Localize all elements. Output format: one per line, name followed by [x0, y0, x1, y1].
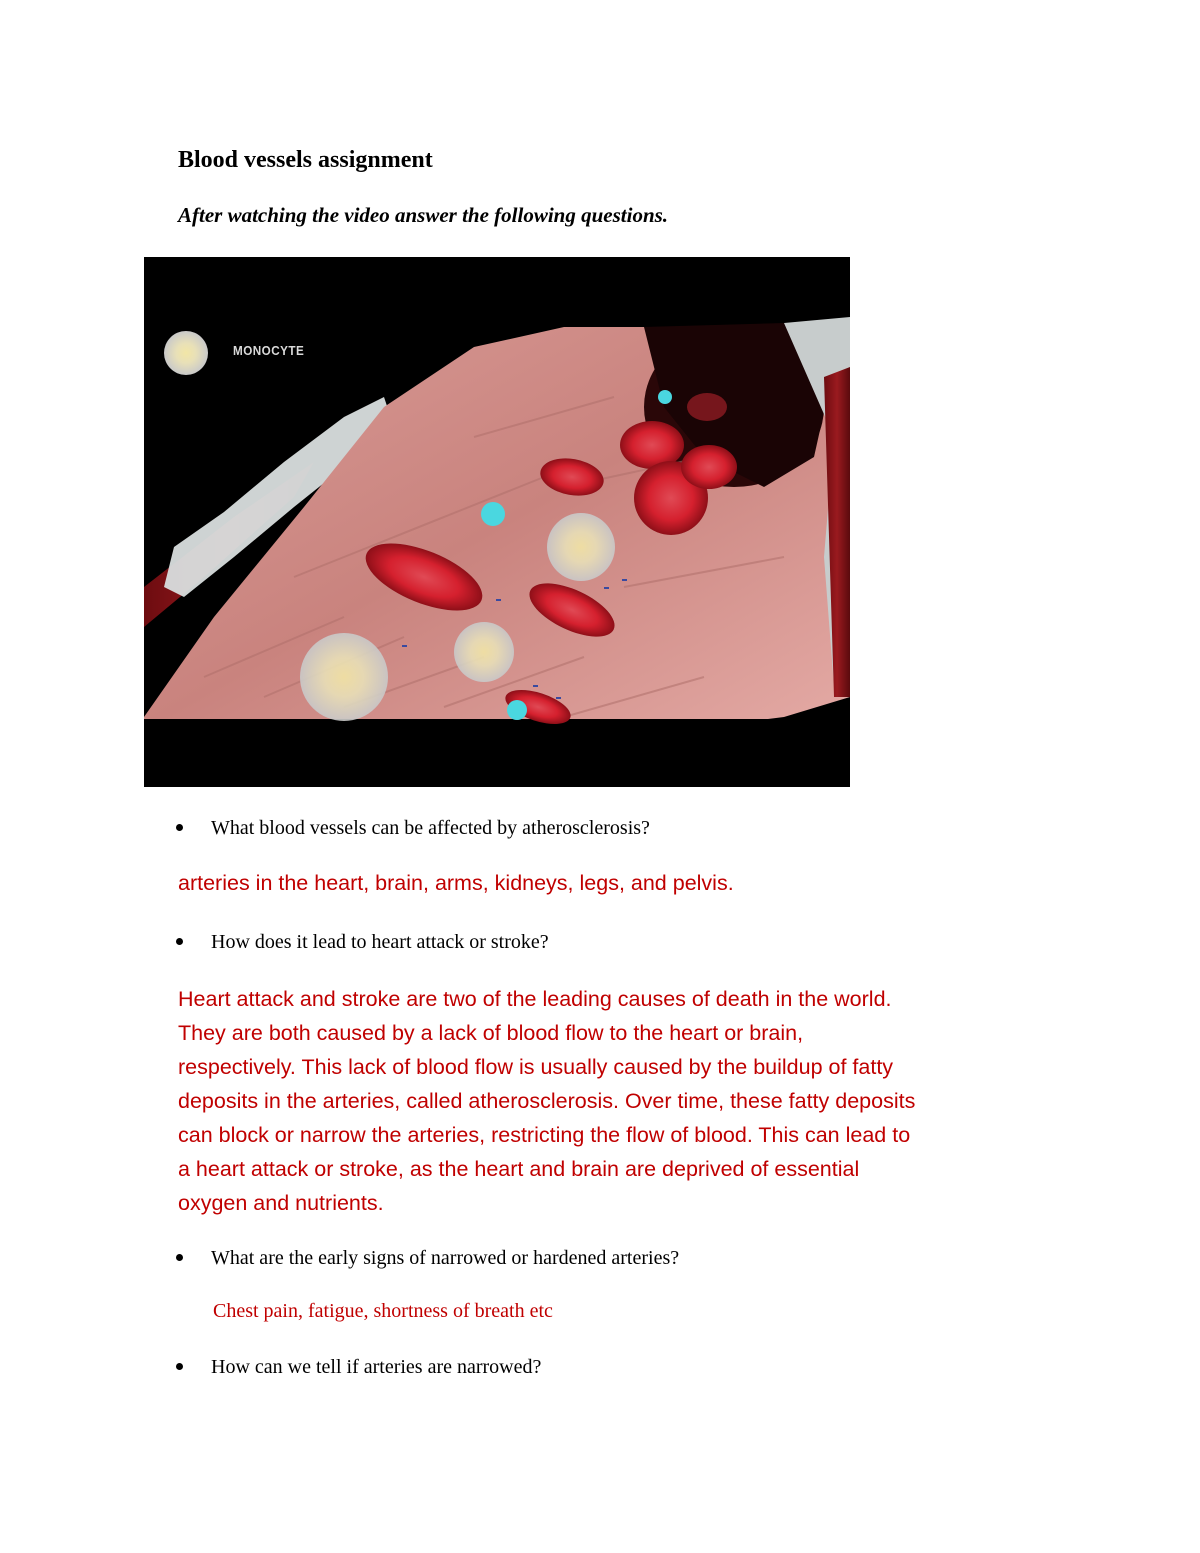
artery-illustration: [144, 257, 850, 787]
question-4: [176, 1353, 541, 1381]
answer-2-line: They are both caused by a lack of blood flow to the heart or brain,: [178, 1021, 804, 1045]
question-1: [176, 814, 650, 842]
answer-2: [178, 982, 915, 1220]
bullet-icon: [176, 1254, 183, 1261]
answer-2-line: can block or narrow the arteries, restricting the flow of blood. This can lead to: [178, 1123, 911, 1147]
video-label: MONOCYTE: [233, 343, 305, 358]
question-2: [176, 928, 549, 956]
page-title: Blood vessels assignment: [178, 147, 433, 173]
instructions: After watching the video answer the following questions.: [178, 203, 669, 227]
question-3-text: What are the early signs of narrowed or hardened arteries?: [211, 1247, 680, 1269]
question-2-text: How does it lead to heart attack or stroke?: [211, 931, 549, 953]
video-still[interactable]: [144, 257, 850, 787]
answer-2-line: a heart attack or stroke, as the heart and brain are deprived of essential: [178, 1157, 860, 1181]
answer-1: arteries in the heart, brain, arms, kidneys, legs, and pelvis.: [178, 871, 734, 895]
question-3: [176, 1244, 679, 1272]
bullet-icon: [176, 824, 183, 831]
answer-2-line: oxygen and nutrients.: [178, 1191, 384, 1215]
question-1-text: What blood vessels can be affected by atherosclerosis?: [211, 817, 650, 839]
question-4-text: How can we tell if arteries are narrowed?: [211, 1356, 542, 1378]
answer-2-line: Heart attack and stroke are two of the leading causes of death in the world.: [178, 987, 892, 1011]
answer-3: Chest pain, fatigue, shortness of breath etc: [213, 1300, 553, 1322]
bullet-icon: [176, 938, 183, 945]
bullet-icon: [176, 1363, 183, 1370]
answer-2-line: respectively. This lack of blood flow is usually caused by the buildup of fatty: [178, 1055, 894, 1079]
answer-2-line: deposits in the arteries, called atherosclerosis. Over time, these fatty deposits: [178, 1089, 916, 1113]
